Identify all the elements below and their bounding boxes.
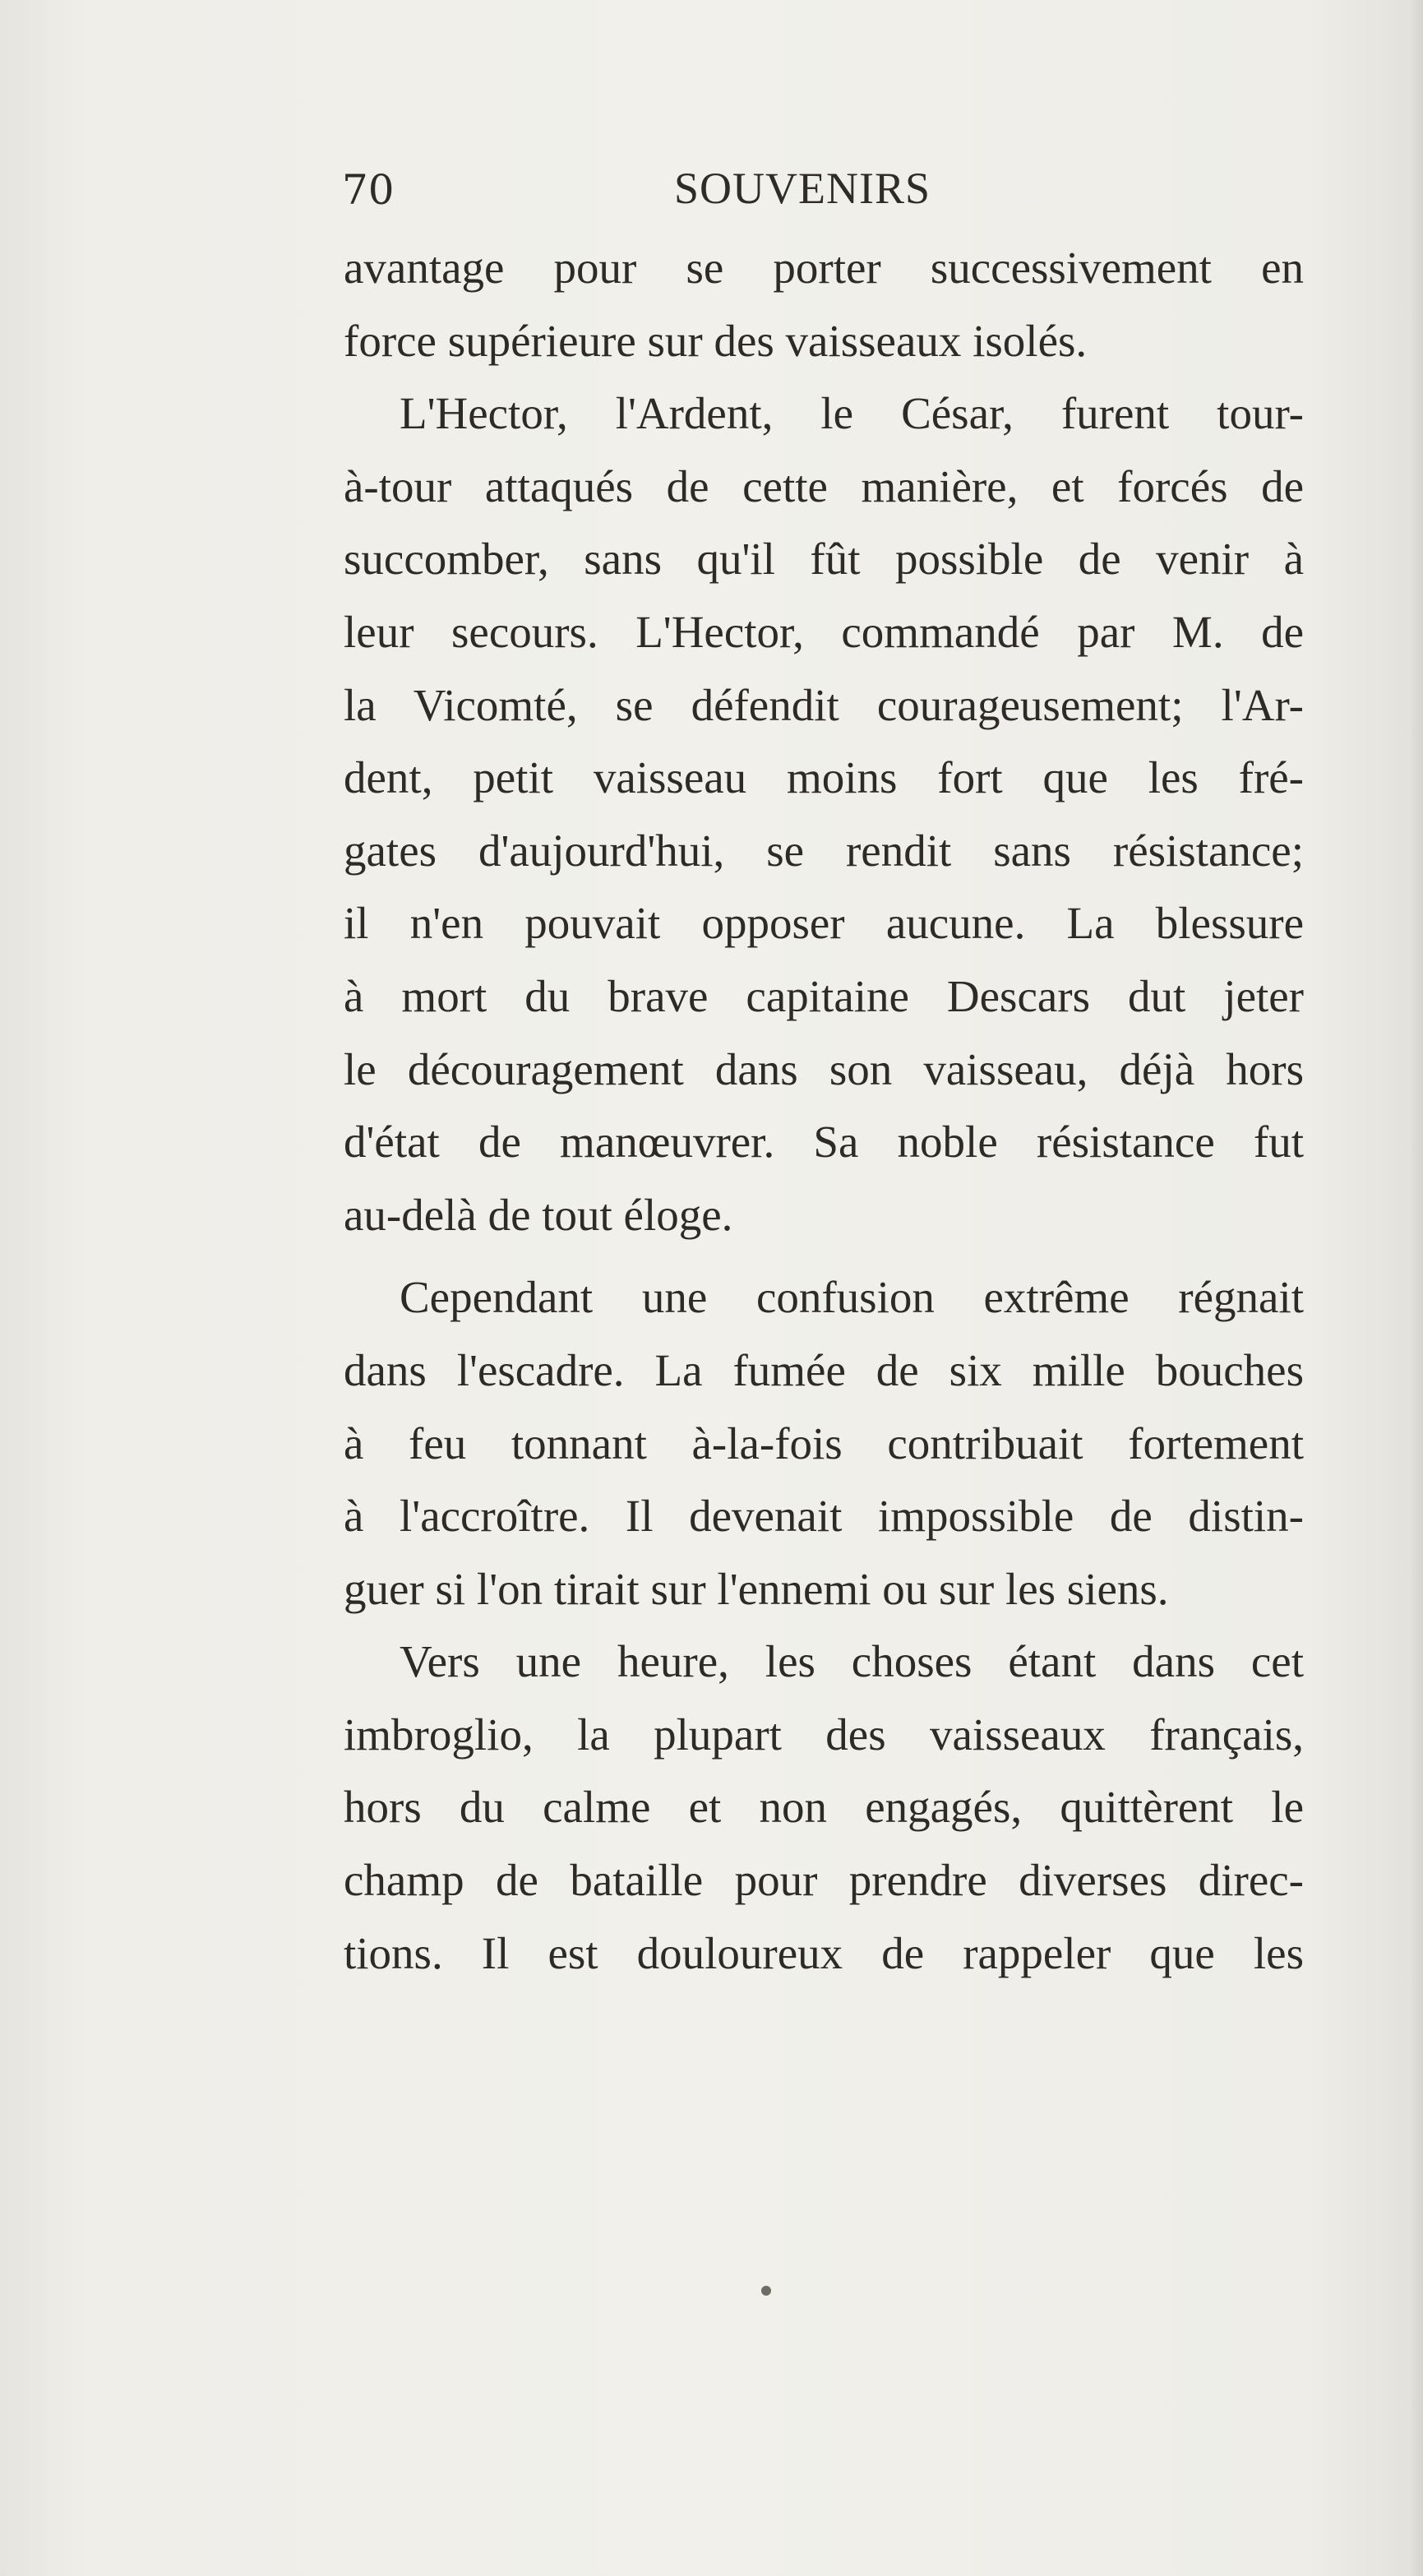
text-line: au-delà de tout éloge. (344, 1189, 733, 1240)
text-line: imbroglio, la plupart des vaisseaux français, (344, 1709, 1304, 1760)
text-line: champ de bataille pour prendre diverses direc- (344, 1855, 1304, 1906)
text-line: à-tour attaqués de cette manière, et forcés de (344, 460, 1304, 511)
text-line: la Vicomté, se défendit courageusement; l'Ar- (344, 679, 1304, 730)
text-line: guer si l'on tirait sur l'ennemi ou sur les siens. (344, 1563, 1169, 1614)
text-line: dent, petit vaisseau moins fort que les fré- (344, 752, 1304, 803)
text-line: force supérieure sur des vaisseaux isolés. (344, 315, 1088, 366)
text-line: succomber, sans qu'il fût possible de venir à (344, 534, 1304, 585)
body-text (344, 232, 1304, 1980)
text-line: à mort du brave capitaine Descars dut jeter (344, 970, 1304, 1021)
page-edge-shadow (1411, 0, 1423, 2576)
text-line: gates d'aujourd'hui, se rendit sans résistance; (344, 825, 1304, 876)
running-title: SOUVENIRS (674, 164, 931, 213)
text-line: hors du calme et non engagés, quittèrent le (344, 1782, 1304, 1833)
text-line: dans l'escadre. La fumée de six mille bouches (344, 1344, 1304, 1395)
text-line: il n'en pouvait opposer aucune. La blessure (344, 898, 1304, 949)
text-line: tions. Il est douloureux de rappeler que les (344, 1927, 1304, 1978)
text-line: Vers une heure, les choses étant dans cet (400, 1636, 1304, 1687)
text-line: L'Hector, l'Ardent, le César, furent tour- (400, 388, 1304, 439)
text-line: à feu tonnant à-la-fois contribuait fortement (344, 1417, 1304, 1468)
text-line: Cependant une confusion extrême régnait (400, 1272, 1304, 1323)
page-header (342, 158, 1304, 232)
ink-speck (761, 2286, 771, 2296)
text-line: avantage pour se porter successivement en (344, 243, 1304, 293)
text-line: leur secours. L'Hector, commandé par M. de (344, 606, 1304, 657)
text-line: d'état de manœuvrer. Sa noble résistance fut (344, 1117, 1304, 1168)
page-number: 70 (342, 166, 395, 214)
text-line: le découragement dans son vaisseau, déjà hors (344, 1043, 1304, 1094)
text-line: à l'accroître. Il devenait impossible de distin- (344, 1491, 1304, 1542)
